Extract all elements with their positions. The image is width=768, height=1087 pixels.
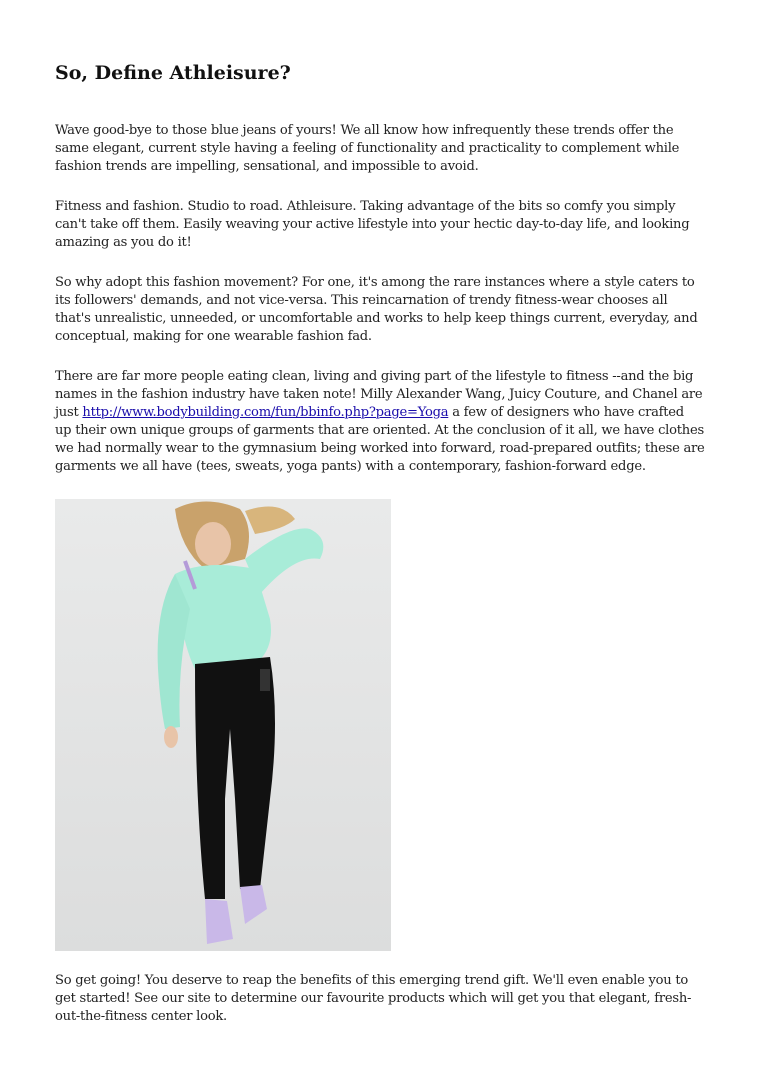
text-line: that's unrealistic, unneeded, or uncomfortable and works to help keep things current, everyday, and [55,311,698,326]
text-line: can't take off them. Easily weaving your active lifestyle into your hectic day-to-day life, and looking [55,217,690,232]
athleisure-model-photo [55,499,391,951]
text-line: So why adopt this fashion movement? For one, it's among the rare instances where a style caters to [55,275,695,290]
paragraph-5 [55,972,691,1026]
text-line: get started! See our site to determine our favourite products which will get you that elegant, fresh- [55,991,692,1006]
page-title: So, Define Athleisure? [55,62,291,84]
text-line: There are far more people eating clean, living and giving part of the lifestyle to fitness --and the big [55,369,694,384]
text-fragment: just [55,405,83,420]
text-line: Fitness and fashion. Studio to road. Athleisure. Taking advantage of the bits so comfy you simply [55,199,676,214]
paragraph-4 [55,368,705,476]
text-line: its followers' demands, and not vice-versa. This reincarnation of trendy fitness-wear chooses all [55,293,668,308]
text-line: same elegant, current style having a feeling of functionality and practicality to complement while [55,141,680,156]
bodybuilding-link[interactable]: http://www.bodybuilding.com/fun/bbinfo.php?page=Yoga [82,405,449,420]
paragraph-1 [55,122,679,176]
text-fragment: a few of designers who have crafted [448,405,684,420]
text-line: So get going! You deserve to reap the benefits of this emerging trend gift. We'll even enable you to [55,973,689,988]
paragraph-3 [55,274,697,346]
text-line: garments we all have (tees, sweats, yoga pants) with a contemporary, fashion-forward edge. [55,459,646,474]
text-line: names in the fashion industry have taken note! Milly Alexander Wang, Juicy Couture, and Chanel are [55,387,703,402]
text-line: up their own unique groups of garments that are oriented. At the conclusion of it all, we have clothes [55,423,704,438]
text-line: we had normally wear to the gymnasium being worked into forward, road-prepared outfits; these are [55,441,705,456]
paragraph-2 [55,198,689,252]
text-line [55,404,705,422]
text-line: amazing as you do it! [55,235,192,250]
text-line: Wave good-bye to those blue jeans of yours! We all know how infrequently these trends offer the [55,123,674,138]
text-line: out-the-fitness center look. [55,1009,227,1024]
text-line: fashion trends are impelling, sensational, and impossible to avoid. [55,159,479,174]
text-line: conceptual, making for one wearable fashion fad. [55,329,372,344]
